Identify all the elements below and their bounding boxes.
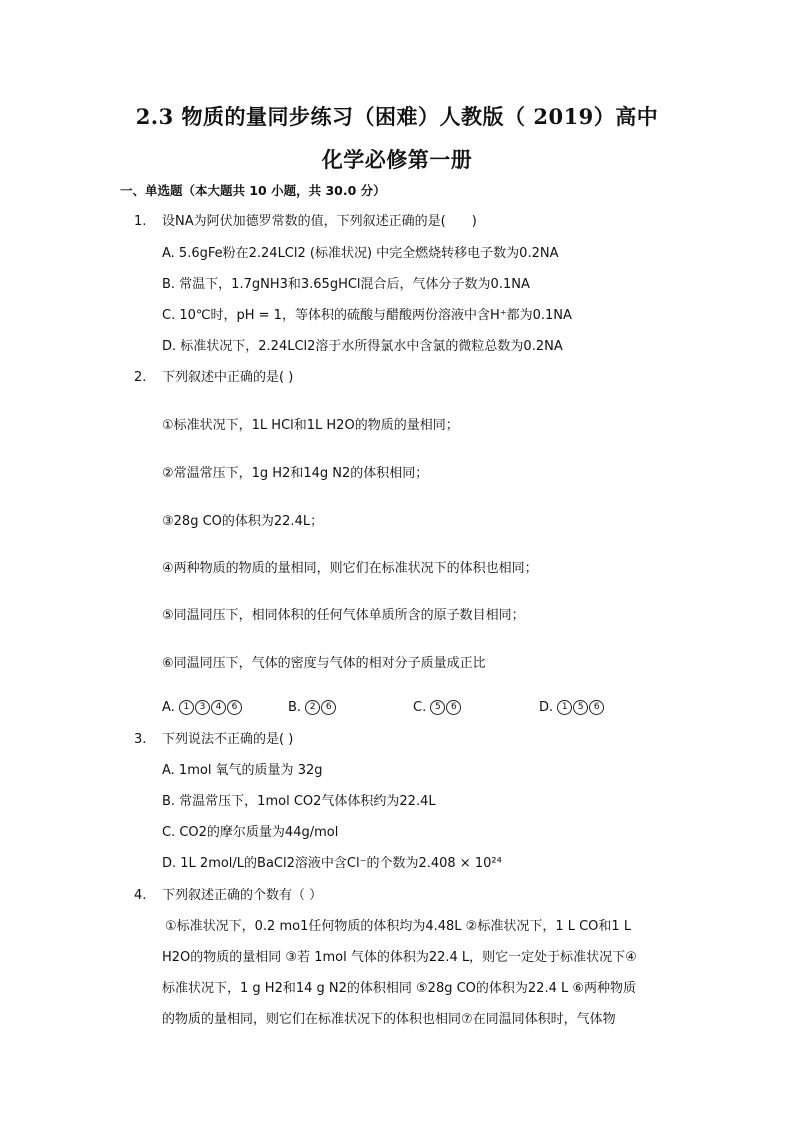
question-1-option-c: C. 10℃时，pH = 1，等体积的硫酸与醋酸两份溶液中含H⁺都为0.1NA	[162, 308, 572, 323]
question-4-text-line-4: 的物质的量相同，则它们在标准状况下的体积也相同⑦在同温同体积时，气体物	[162, 1012, 616, 1027]
question-2-statement-1: ①标准状况下，1L HCl和1L H2O的物质的量相同；	[162, 418, 459, 433]
question-3-option-d: D. 1L 2mol/L的BaCl2溶液中含Cl⁻的个数为2.408 × 10²⁴	[162, 856, 502, 871]
question-3-number: 3.	[134, 732, 147, 747]
choice-circles	[305, 700, 337, 715]
circled-number: 6	[321, 700, 336, 715]
choice-circles	[430, 700, 462, 715]
question-1-option-b: B. 常温下，1.7gNH3和3.65gHCl混合后，气体分子数为0.1NA	[162, 277, 530, 292]
question-2-statement-6: ⑥同温同压下，气体的密度与气体的相对分子质量成正比	[162, 656, 486, 671]
question-4-text-line-2: H2O的物质的量相同 ③若 1mol 气体的体积为22.4 L，则它一定处于标准状况下④	[162, 950, 637, 965]
question-2-choice-c	[413, 700, 462, 715]
circled-number: 1	[557, 700, 572, 715]
question-4-text-line-3: 标准状况下，1 g H2和14 g N2的体积相同 ⑤28g CO的体积为22.4 L ⑥两种物质	[162, 981, 637, 996]
section-heading: 一、单选题（本大题共 10 小题，共 30.0 分）	[120, 183, 386, 198]
question-2-number: 2.	[134, 370, 147, 385]
question-2-choice-d	[539, 700, 605, 715]
choice-label: D.	[539, 700, 554, 715]
choice-label: B.	[288, 700, 302, 715]
question-3-option-a: A. 1mol 氧气的质量为 32g	[162, 763, 323, 778]
circled-number: 5	[573, 700, 588, 715]
choice-label: A.	[162, 700, 175, 715]
question-2-statement-3: ③28g CO的体积为22.4L；	[162, 514, 324, 529]
question-2-choice-b	[288, 700, 337, 715]
question-2-statement-2: ②常温常压下，1g H2和14g N2的体积相同；	[162, 466, 429, 481]
circled-number: 3	[195, 700, 210, 715]
circled-number: 1	[179, 700, 194, 715]
question-4-number: 4.	[134, 888, 147, 903]
question-1-stem: 设NA为阿伏加德罗常数的值，下列叙述正确的是( )	[162, 214, 477, 229]
question-1-option-a: A. 5.6gFe粉在2.24LCl2 (标准状况) 中完全燃烧转移电子数为0.2NA	[162, 246, 559, 261]
page-title-line-1: 2.3 物质的量同步练习（困难）人教版（ 2019）高中	[135, 104, 659, 129]
circled-number: 5	[430, 700, 445, 715]
question-3-stem: 下列说法不正确的是( )	[162, 732, 294, 747]
question-3-option-b: B. 常温常压下，1mol CO2气体体积约为22.4L	[162, 794, 436, 809]
choice-label: C.	[413, 700, 427, 715]
choice-circles	[179, 700, 243, 715]
circled-number: 6	[446, 700, 461, 715]
question-1-option-d: D. 标准状况下，2.24LCl2溶于水所得氯水中含氯的微粒总数为0.2NA	[162, 339, 563, 354]
question-2-statement-5: ⑤同温同压下，相同体积的任何气体单质所含的原子数目相同；	[162, 608, 525, 623]
question-1-number: 1.	[134, 214, 147, 229]
page-title-line-2: 化学必修第一册	[321, 147, 473, 172]
circled-number: 4	[211, 700, 226, 715]
circled-number: 6	[589, 700, 604, 715]
choice-circles	[557, 700, 605, 715]
circled-number: 6	[227, 700, 242, 715]
question-2-choice-a	[162, 700, 243, 715]
question-2-statement-4: ④两种物质的物质的量相同，则它们在标准状况下的体积也相同；	[162, 561, 538, 576]
question-4-text-line-1: ①标准状况下，0.2 mo1任何物质的体积均为4.48L ②标准状况下，1 L CO和1 L	[165, 919, 632, 934]
question-4-stem: 下列叙述正确的个数有（ ）	[162, 888, 323, 903]
circled-number: 2	[305, 700, 320, 715]
question-3-option-c: C. CO2的摩尔质量为44g/mol	[162, 825, 339, 840]
question-2-stem: 下列叙述中正确的是( )	[162, 370, 294, 385]
